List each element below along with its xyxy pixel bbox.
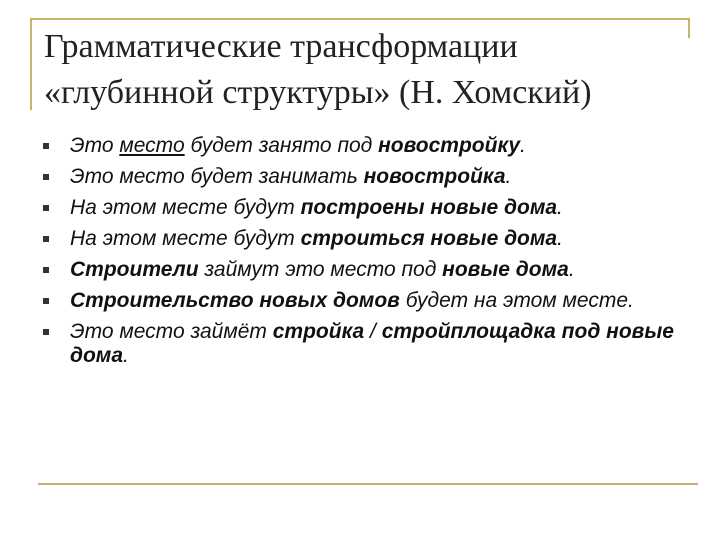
- bottom-border-line: [38, 483, 698, 485]
- top-border-line: [30, 18, 690, 20]
- square-bullet-icon: [43, 205, 49, 211]
- bullet-item-6: Строительство новых домов будет на этом месте.: [40, 289, 690, 313]
- bullet-item-5: Строители займут это место под новые дома.: [40, 258, 690, 282]
- title-line-1: Грамматические трансформации: [44, 28, 518, 65]
- square-bullet-icon: [43, 267, 49, 273]
- square-bullet-icon: [43, 174, 49, 180]
- square-bullet-icon: [43, 143, 49, 149]
- bullet-item-2: Это место будет занимать новостройка.: [40, 165, 690, 189]
- square-bullet-icon: [43, 236, 49, 242]
- bullet-item-7: Это место займёт стройка / стройплощадка под новые дома.: [40, 320, 690, 368]
- left-accent-line: [30, 18, 32, 110]
- slide-title: [44, 24, 694, 116]
- bullet-item-4: На этом месте будут строиться новые дома.: [40, 227, 690, 251]
- title-line-2: «глубинной структуры» (Н. Хомский): [44, 74, 592, 111]
- bullet-list: [40, 134, 690, 375]
- square-bullet-icon: [43, 298, 49, 304]
- bullet-item-1: Это место будет занято под новостройку.: [40, 134, 690, 158]
- square-bullet-icon: [43, 329, 49, 335]
- bullet-item-3: На этом месте будут построены новые дома.: [40, 196, 690, 220]
